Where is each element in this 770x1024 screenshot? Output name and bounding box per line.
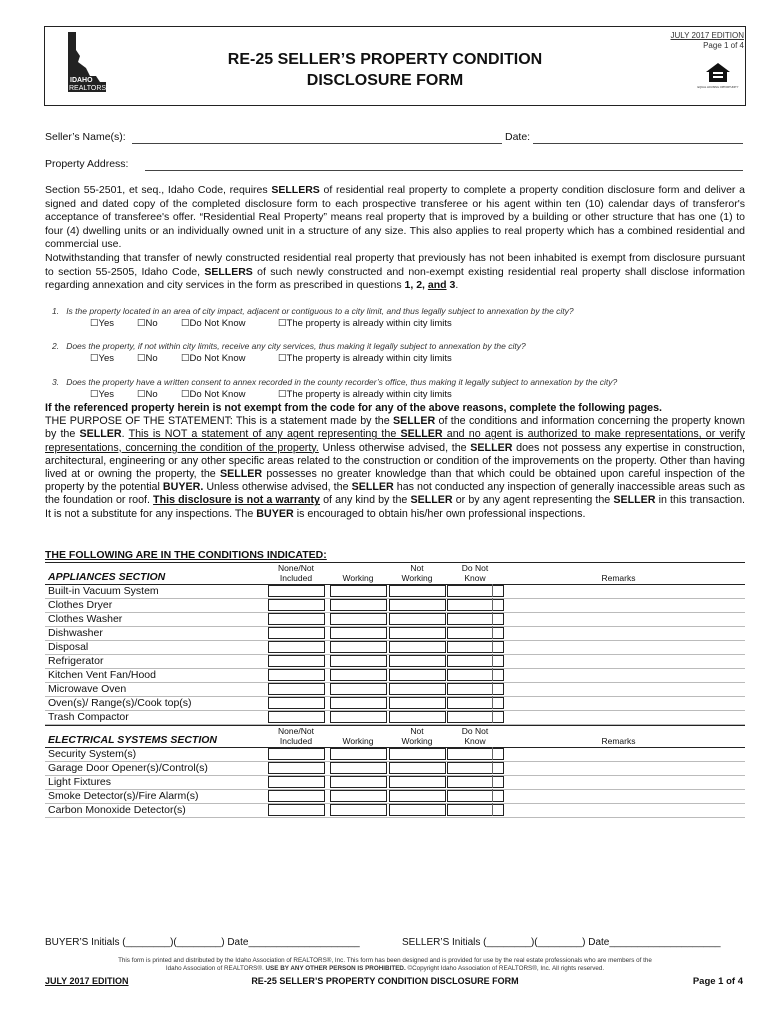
question-2: 2. Does the property, if not within city limits, receive any city services, thus making it legally subject to annexation by the city? <box>52 341 526 351</box>
working-box[interactable] <box>330 627 387 639</box>
row-label: Dishwasher <box>48 627 103 639</box>
electrical-section-title: ELECTRICAL SYSTEMS SECTION <box>48 734 217 746</box>
row-label: Smoke Detector(s)/Fire Alarm(s) <box>48 790 199 802</box>
remarks-field[interactable] <box>492 775 746 788</box>
footer-page-number: Page 1 of 4 <box>692 976 743 987</box>
property-address-label: Property Address: <box>45 158 129 170</box>
footer-disclaimer: This form is printed and distributed by the Idaho Association of REALTORS®, Inc. This form has been designed and is provided for use by the real estate professionals who are members of the Idaho Association of REALTORS®. USE BY ANY OTHER PERSON IS PROHIBITED. ©Copyright Idaho Association of REALTORS®, Inc. All rights reserved. <box>118 957 652 972</box>
none-box[interactable] <box>268 655 325 667</box>
not-working-box[interactable] <box>389 585 446 597</box>
buyer-initials-line[interactable]: BUYER’S Initials (________)(________) Date____________________ <box>45 937 360 948</box>
property-address-field[interactable] <box>145 158 743 171</box>
row-label: Built-in Vacuum System <box>48 585 159 597</box>
not-working-box[interactable] <box>389 669 446 681</box>
not-working-box[interactable] <box>389 627 446 639</box>
not-working-box[interactable] <box>389 655 446 667</box>
table-row <box>45 682 745 697</box>
none-box[interactable] <box>268 585 325 597</box>
q2-dont-know-checkbox[interactable]: ☐Do Not Know <box>181 353 246 364</box>
q3-yes-checkbox[interactable]: ☐Yes <box>90 389 115 400</box>
electrical-header <box>45 725 745 748</box>
none-box[interactable] <box>268 762 325 774</box>
not-working-box[interactable] <box>389 613 446 625</box>
none-box[interactable] <box>268 748 325 760</box>
row-label: Clothes Dryer <box>48 599 113 611</box>
not-working-box[interactable] <box>389 804 446 816</box>
table-row <box>45 654 745 669</box>
not-working-box[interactable] <box>389 599 446 611</box>
exempt-notice: If the referenced property herein is not exempt from the code for any of the above reasons, complete the following pages. <box>45 402 663 414</box>
table-row <box>45 612 745 627</box>
row-label: Disposal <box>48 641 89 653</box>
question-3: 3. Does the property have a written consent to annex recorded in the county recorder’s office, thus making it legally subject to annexation by the city? <box>52 377 618 387</box>
table-row <box>45 626 745 641</box>
remarks-field[interactable] <box>492 626 746 639</box>
remarks-field[interactable] <box>492 640 746 653</box>
table-row <box>45 803 745 818</box>
not-working-box[interactable] <box>389 790 446 802</box>
none-box[interactable] <box>268 776 325 788</box>
none-box[interactable] <box>268 790 325 802</box>
remarks-field[interactable] <box>492 654 746 667</box>
table-row <box>45 696 745 711</box>
date-label: Date: <box>505 131 531 143</box>
row-label: Light Fixtures <box>48 776 112 788</box>
appliances-header <box>45 562 745 585</box>
none-box[interactable] <box>268 599 325 611</box>
working-box[interactable] <box>330 776 387 788</box>
q2-within-city-checkbox[interactable]: ☐The property is already within city limits <box>278 353 452 364</box>
none-box[interactable] <box>268 627 325 639</box>
q3-dont-know-checkbox[interactable]: ☐Do Not Know <box>181 389 246 400</box>
sellers-name-field[interactable] <box>132 131 502 144</box>
col-none-not-included: None/Not Included <box>278 563 314 583</box>
q3-within-city-checkbox[interactable]: ☐The property is already within city limits <box>278 389 452 400</box>
q1-dont-know-checkbox[interactable]: ☐Do Not Know <box>181 318 246 329</box>
none-box[interactable] <box>268 711 325 723</box>
title-line-1: RE-25 SELLER’S PROPERTY CONDITION <box>227 51 543 68</box>
row-label: Clothes Washer <box>48 613 123 625</box>
not-working-box[interactable] <box>389 697 446 709</box>
table-row <box>45 598 745 613</box>
footer-edition: JULY 2017 EDITION <box>45 976 129 986</box>
not-working-box[interactable] <box>389 711 446 723</box>
page-number-top: Page 1 of 4 <box>703 41 744 50</box>
none-box[interactable] <box>268 804 325 816</box>
col-remarks: Remarks <box>601 573 636 583</box>
working-box[interactable] <box>330 669 387 681</box>
none-box[interactable] <box>268 669 325 681</box>
appliances-section-title: APPLIANCES SECTION <box>48 571 166 583</box>
logo-text-idaho: IDAHO <box>70 77 93 84</box>
footer-form-title: RE-25 SELLER’S PROPERTY CONDITION DISCLOSURE FORM <box>251 976 519 986</box>
row-label: Security System(s) <box>48 748 137 760</box>
q2-no-checkbox[interactable]: ☐No <box>137 353 158 364</box>
working-box[interactable] <box>330 762 387 774</box>
table-row <box>45 640 745 655</box>
col-not-working: Not Working <box>401 563 433 583</box>
remarks-field[interactable] <box>492 747 746 760</box>
question-2-options <box>0 353 770 365</box>
question-1: 1. Is the property located in an area of city impact, adjacent or contiguous to a city limit, and thus legally subject to annexation by the city? <box>52 306 574 316</box>
col-working: Working <box>342 573 374 583</box>
row-label: Trash Compactor <box>48 711 129 723</box>
table-row <box>45 789 745 804</box>
sellers-name-label: Seller’s Name(s): <box>45 131 126 143</box>
remarks-field[interactable] <box>492 668 746 681</box>
table-row <box>45 584 745 599</box>
none-box[interactable] <box>268 683 325 695</box>
working-box[interactable] <box>330 804 387 816</box>
question-1-options <box>0 318 770 330</box>
table-row <box>45 747 745 762</box>
remarks-field[interactable] <box>492 710 746 723</box>
q1-no-checkbox[interactable]: ☐No <box>137 318 158 329</box>
remarks-field[interactable] <box>492 789 746 802</box>
question-3-options <box>0 389 770 401</box>
working-box[interactable] <box>330 683 387 695</box>
remarks-field[interactable] <box>492 761 746 774</box>
remarks-field[interactable] <box>492 803 746 816</box>
logo-text-realtors: REALTORS® <box>69 85 112 92</box>
working-box[interactable] <box>330 748 387 760</box>
working-box[interactable] <box>330 613 387 625</box>
edition-label: JULY 2017 EDITION <box>670 31 744 40</box>
q3-no-checkbox[interactable]: ☐No <box>137 389 158 400</box>
remarks-field[interactable] <box>492 682 746 695</box>
working-box[interactable] <box>330 641 387 653</box>
remarks-field[interactable] <box>492 584 746 597</box>
working-box[interactable] <box>330 711 387 723</box>
remarks-field[interactable] <box>492 598 746 611</box>
table-row <box>45 710 745 725</box>
row-label: Refrigerator <box>48 655 104 667</box>
page-title <box>0 49 770 91</box>
working-box[interactable] <box>330 599 387 611</box>
col-do-not-know: Do Not Know <box>461 726 489 746</box>
working-box[interactable] <box>330 790 387 802</box>
col-do-not-know: Do Not Know <box>461 563 489 583</box>
not-working-box[interactable] <box>389 762 446 774</box>
not-working-box[interactable] <box>389 683 446 695</box>
none-box[interactable] <box>268 641 325 653</box>
title-line-2: DISCLOSURE FORM <box>306 72 464 89</box>
date-field[interactable] <box>533 131 743 144</box>
row-label: Garage Door Opener(s)/Control(s) <box>48 762 208 774</box>
intro-paragraph-1: Section 55-2501, et seq., Idaho Code, requires SELLERS of residential real property to complete a property condition disclosure form and deliver a signed and dated copy of the completed disclosure form to each prospective transferee or his agent within ten (10) calendar days of transferor's acceptance of transferee's offer. “Residential Real Property” means real property that is improved by a building or other structure that has one (1) to four (4) dwelling units or an individually owned unit in a structure of any size. This also applies to real property which has a combined residential and commercial use. <box>45 184 745 251</box>
purpose-statement: If the referenced property herein is not exempt from the code for any of the above reasons, complete the following pages. THE PURPOSE OF THE STATEMENT: This is a statement made by the SELLER of the conditions and information concerning the property known by the SELLER. This is NOT a statement of any agent representing the SELLER and no agent is authorized to make representations, or verify representations, concerning the condition of the property. Unless otherwise advised, the SELLER does not possess any expertise in construction, architectural, engineering or any other specific areas related to the construction or condition of the improvements on the property. Other than having lived at or owning the property, the SELLER possesses no greater knowledge than that which could be obtained upon careful inspection of the property by the potential BUYER. Unless otherwise advised, the SELLER has not conducted any inspection of generally inaccessible areas such as the foundation or roof. This disclosure is not a warranty of any kind by the SELLER or by any agent representing the SELLER in this transaction. It is not a substitute for any inspections. The BUYER is encouraged to obtain his/her own professional inspections. <box>45 402 746 520</box>
not-working-box[interactable] <box>389 776 446 788</box>
working-box[interactable] <box>330 697 387 709</box>
table-row <box>45 761 745 776</box>
col-remarks: Remarks <box>601 736 636 746</box>
none-box[interactable] <box>268 613 325 625</box>
conditions-title: THE FOLLOWING ARE IN THE CONDITIONS INDICATED: <box>45 549 327 561</box>
working-box[interactable] <box>330 655 387 667</box>
col-working: Working <box>342 736 374 746</box>
col-not-working: Not Working <box>401 726 433 746</box>
row-label: Microwave Oven <box>48 683 127 695</box>
row-label: Kitchen Vent Fan/Hood <box>48 669 156 681</box>
equal-housing-icon <box>697 60 739 90</box>
q1-yes-checkbox[interactable]: ☐Yes <box>90 318 115 329</box>
working-box[interactable] <box>330 585 387 597</box>
table-row <box>45 668 745 683</box>
row-label: Oven(s)/ Range(s)/Cook top(s) <box>48 697 192 709</box>
not-working-box[interactable] <box>389 641 446 653</box>
row-label: Carbon Monoxide Detector(s) <box>48 804 186 816</box>
seller-initials-line[interactable]: SELLER’S Initials (________)(________) Date____________________ <box>402 937 721 948</box>
remarks-field[interactable] <box>492 612 746 625</box>
q1-within-city-checkbox[interactable]: ☐The property is already within city limits <box>278 318 452 329</box>
remarks-field[interactable] <box>492 696 746 709</box>
intro-paragraph-2: Notwithstanding that transfer of newly constructed residential real property that previously has not been inhabited is exempt from disclosure pursuant to section 55-2505, Idaho Code, SELLERS of such newly constructed and non-exempt existing residential real property shall disclose information regarding annexation and city services in the form as prescribed in questions 1, 2, and 3. <box>45 252 745 292</box>
none-box[interactable] <box>268 697 325 709</box>
col-none-not-included: None/Not Included <box>278 726 314 746</box>
eho-caption: EQUAL HOUSING OPPORTUNITY <box>697 86 739 89</box>
not-working-box[interactable] <box>389 748 446 760</box>
q2-yes-checkbox[interactable]: ☐Yes <box>90 353 115 364</box>
table-row <box>45 775 745 790</box>
